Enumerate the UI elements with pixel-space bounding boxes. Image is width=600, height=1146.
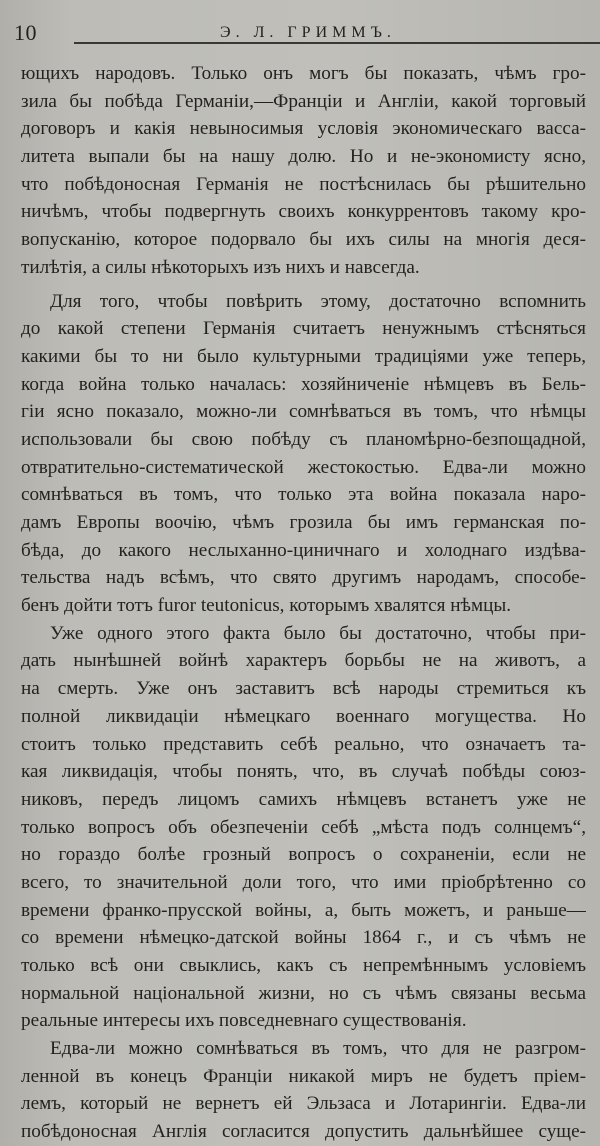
paragraph [21,1035,586,1146]
text-line: Для того, чтобы повѣрить этому, достаточно вспомнить [50,290,586,312]
text-line: на смерть. Уже онъ заставитъ всѣ народы стремиться къ [21,678,586,700]
text-line: дамъ Европы воочію, чѣмъ грозила бы имъ германская по- [21,512,586,533]
text-line: бѣда, до какого неслыханно-циничнаго и холоднаго издѣва- [21,539,586,561]
text-line: литета выпали бы на нашу долю. Но и не-экономисту ясно, [21,146,586,168]
text-line: стоитъ только представить себѣ реально, что означаетъ та- [21,733,586,755]
text-line: какими бы то ни было культурными традиціями уже теперь, [21,345,586,367]
text-line: полной ликвидаціи нѣмецкаго военнаго могущества. Но [21,705,586,727]
text-line: ничѣмъ, чтобы подвергнуть своихъ конкуррентовъ такому кро- [21,201,586,223]
text-line: гіи ясно показало, можно-ли сомнѣваться въ томъ, что нѣмцы [21,401,586,423]
text-line: побѣдоносная Англія согласится допустить дальнѣйшее суще- [21,1121,586,1143]
text-line: Едва-ли можно сомнѣваться въ томъ, что для не разгром- [50,1038,586,1060]
text-line: что побѣдоносная Германія не постѣснилась бы рѣшительно [21,173,586,195]
text-line: ющихъ народовъ. Только онъ могъ бы показать, чѣмъ гро- [21,63,586,84]
text-line: бенъ дойти тотъ furor teutonicus, которымъ хвалятся нѣмцы. [21,595,512,617]
text-line: со времени нѣмецко-датской войны 1864 г., и съ чѣмъ не [21,927,586,949]
text-line: договоръ и какія невыносимыя условія экономическаго васса- [21,118,586,140]
text-line: Уже одного этого факта было бы достаточно, чтобы при- [50,622,586,644]
text-line: времени франко-прусской войны, а, быть можетъ, и раньше— [21,899,586,921]
text-line: тельства надъ всѣмъ, что свято другимъ народамъ, способе- [21,567,586,589]
text-line: реальные интересы ихъ повседневнаго существованія. [21,1010,467,1032]
text-line: дать нынѣшней войнѣ характеръ борьбы не на животъ, а [21,650,586,672]
text-line: до какой степени Германія считаетъ ненужнымъ стѣсняться [21,318,586,340]
header-rule [74,42,600,44]
paragraph [21,288,586,620]
text-line: никовъ, передъ лицомъ самихъ нѣмцевъ встанетъ уже не [21,788,586,810]
running-head: Э. Л. ГРИММЪ. [220,24,396,41]
page-number: 10 [14,20,37,45]
text-line: тилѣтія, а силы нѣкоторыхъ изъ нихъ и навсегда. [21,256,420,278]
text-line: кая ликвидація, чтобы понять, что, въ случаѣ побѣды союз- [21,761,586,783]
text-line: только всѣ они свыклись, какъ съ непремѣннымъ условіемъ [21,955,586,976]
text-line: лемъ, который не вернетъ ей Эльзаса и Лотарингіи. Едва-ли [21,1093,586,1115]
paragraph [21,60,586,282]
text-line: нормальной національной жизни, но съ чѣмъ связаны весьма [21,982,586,1004]
text-line: вопусканію, которое подорвало бы ихъ силы на многія деся- [21,229,586,251]
paragraph [21,620,586,1035]
body-text [21,60,586,1146]
text-line: всего, то значительной доли того, что ими пріобрѣтенно со [21,871,586,893]
page-header [14,20,586,50]
text-line: сомнѣваться въ томъ, что только эта война показала наро- [21,484,586,506]
text-line: но гораздо болѣе грозный вопросъ о сохраненіи, если не [21,844,586,866]
text-line: зила бы побѣда Германіи,—Франціи и Англіи, какой торговый [21,90,586,112]
text-line: ленной въ конецъ Франціи никакой миръ не будетъ пріем- [21,1065,586,1087]
text-line: когда война только началась: хозяйниченіе нѣмцевъ въ Бель- [21,373,586,395]
text-line: использовали бы свою побѣду съ планомѣрно-безпощадной, [21,428,586,450]
text-line: только вопросъ объ обезпеченіи себѣ „мѣста подъ солнцемъ“, [21,816,586,838]
text-line: отвратительно-систематической жестокостью. Едва-ли можно [21,456,586,478]
